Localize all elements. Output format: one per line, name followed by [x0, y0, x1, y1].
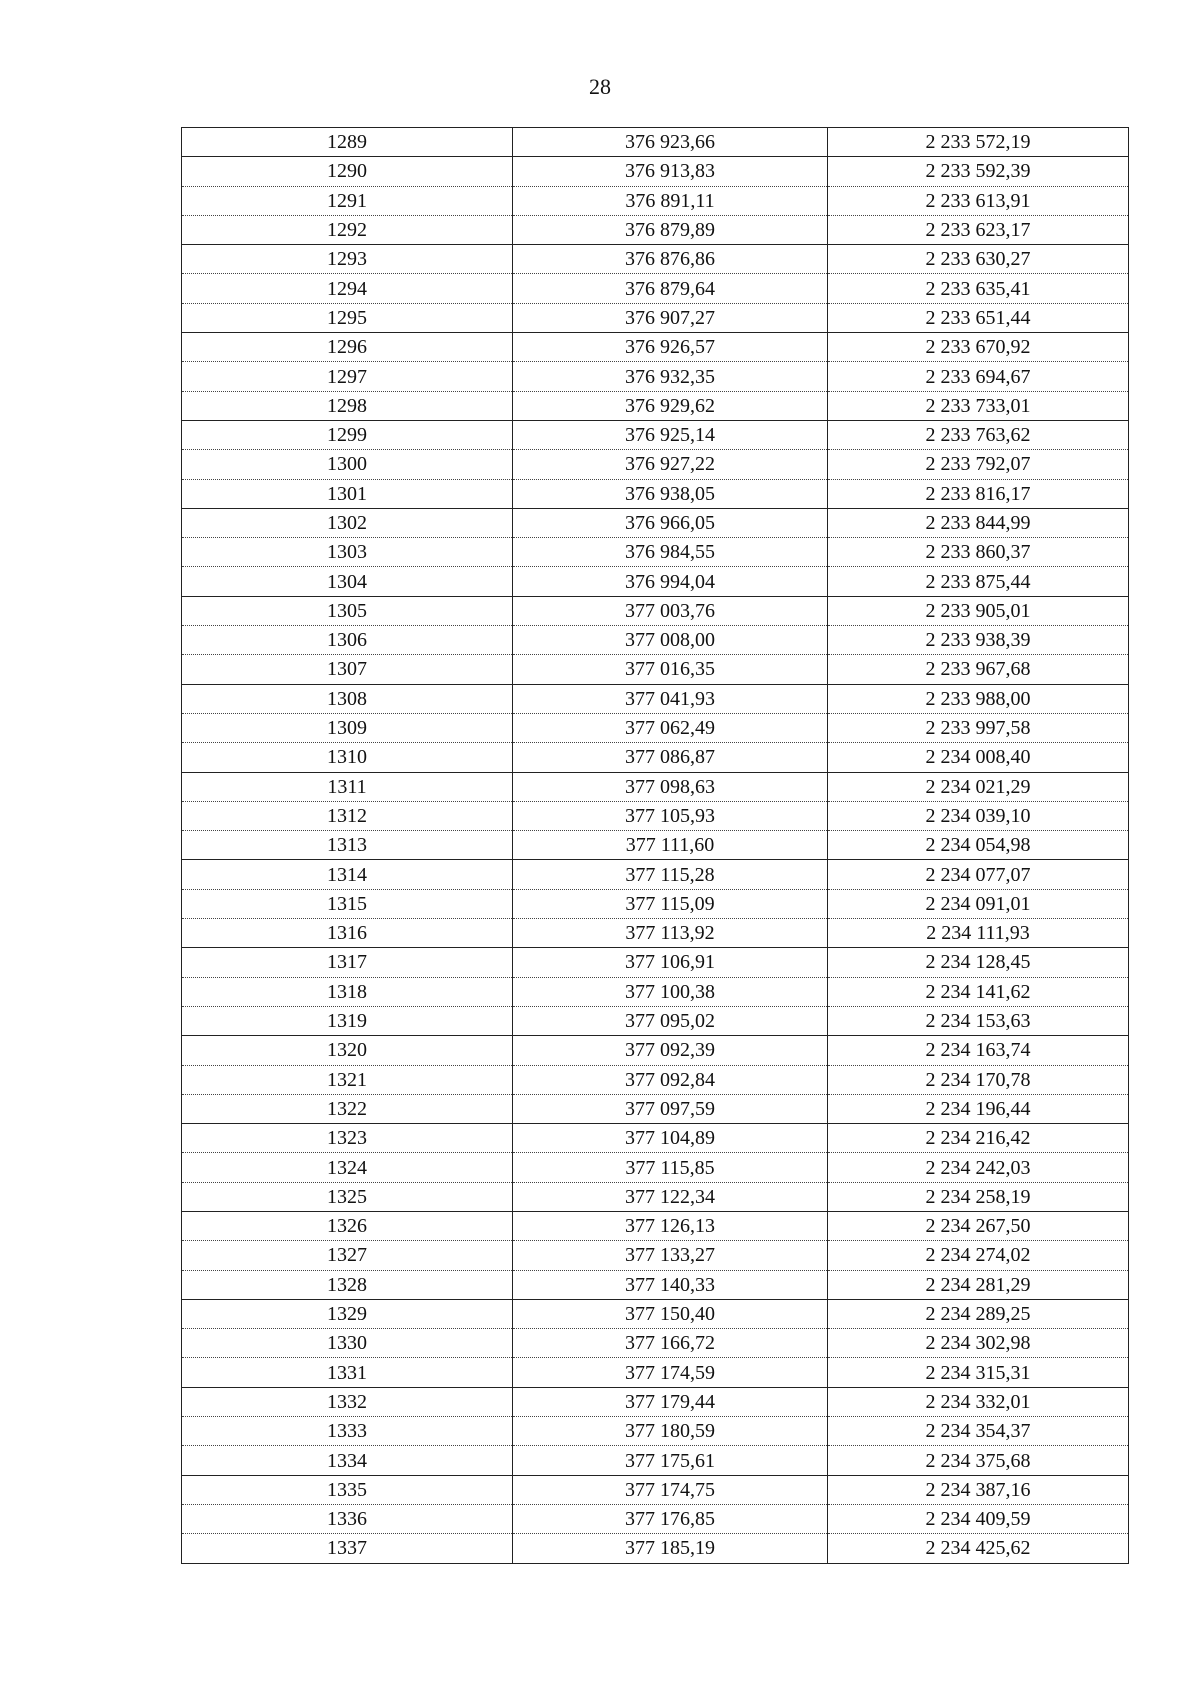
- table-row: [182, 1387, 1129, 1416]
- y-coordinate-cell: 2 233 635,41: [828, 274, 1129, 303]
- x-coordinate-cell: 377 097,59: [513, 1094, 828, 1123]
- table-row: [182, 1504, 1129, 1533]
- x-coordinate-cell: 376 876,86: [513, 245, 828, 274]
- table-row: [182, 1182, 1129, 1211]
- x-coordinate-cell: 377 180,59: [513, 1417, 828, 1446]
- x-coordinate-cell: 377 150,40: [513, 1299, 828, 1328]
- point-number-cell: 1304: [182, 567, 513, 596]
- point-number-cell: 1329: [182, 1299, 513, 1328]
- table-row: [182, 743, 1129, 772]
- table-row: [182, 128, 1129, 157]
- y-coordinate-cell: 2 234 242,03: [828, 1153, 1129, 1182]
- point-number-cell: 1336: [182, 1504, 513, 1533]
- table-row: [182, 1446, 1129, 1475]
- table-row: [182, 391, 1129, 420]
- y-coordinate-cell: 2 234 054,98: [828, 831, 1129, 860]
- y-coordinate-cell: 2 233 763,62: [828, 420, 1129, 449]
- table-row: [182, 420, 1129, 449]
- table-row: [182, 1006, 1129, 1035]
- point-number-cell: 1322: [182, 1094, 513, 1123]
- y-coordinate-cell: 2 233 792,07: [828, 450, 1129, 479]
- x-coordinate-cell: 377 105,93: [513, 801, 828, 830]
- y-coordinate-cell: 2 233 905,01: [828, 596, 1129, 625]
- table-row: [182, 1094, 1129, 1123]
- table-row: [182, 860, 1129, 889]
- x-coordinate-cell: 376 929,62: [513, 391, 828, 420]
- point-number-cell: 1315: [182, 889, 513, 918]
- table-row: [182, 1358, 1129, 1387]
- table-row: [182, 626, 1129, 655]
- point-number-cell: 1307: [182, 655, 513, 684]
- y-coordinate-cell: 2 234 267,50: [828, 1211, 1129, 1240]
- y-coordinate-cell: 2 234 216,42: [828, 1124, 1129, 1153]
- x-coordinate-cell: 377 008,00: [513, 626, 828, 655]
- y-coordinate-cell: 2 234 425,62: [828, 1534, 1129, 1563]
- x-coordinate-cell: 377 095,02: [513, 1006, 828, 1035]
- point-number-cell: 1321: [182, 1065, 513, 1094]
- table-row: [182, 713, 1129, 742]
- table-row: [182, 1036, 1129, 1065]
- point-number-cell: 1334: [182, 1446, 513, 1475]
- coordinates-table: [181, 127, 1129, 1564]
- table-row: [182, 538, 1129, 567]
- point-number-cell: 1289: [182, 128, 513, 157]
- y-coordinate-cell: 2 233 733,01: [828, 391, 1129, 420]
- x-coordinate-cell: 376 913,83: [513, 157, 828, 186]
- x-coordinate-cell: 377 185,19: [513, 1534, 828, 1563]
- point-number-cell: 1296: [182, 333, 513, 362]
- y-coordinate-cell: 2 233 694,67: [828, 362, 1129, 391]
- x-coordinate-cell: 376 907,27: [513, 303, 828, 332]
- y-coordinate-cell: 2 234 274,02: [828, 1241, 1129, 1270]
- point-number-cell: 1309: [182, 713, 513, 742]
- y-coordinate-cell: 2 233 630,27: [828, 245, 1129, 274]
- table-row: [182, 1329, 1129, 1358]
- y-coordinate-cell: 2 234 387,16: [828, 1475, 1129, 1504]
- x-coordinate-cell: 377 115,28: [513, 860, 828, 889]
- point-number-cell: 1302: [182, 508, 513, 537]
- point-number-cell: 1324: [182, 1153, 513, 1182]
- x-coordinate-cell: 377 113,92: [513, 919, 828, 948]
- point-number-cell: 1297: [182, 362, 513, 391]
- point-number-cell: 1291: [182, 186, 513, 215]
- table-row: [182, 1124, 1129, 1153]
- table-row: [182, 655, 1129, 684]
- y-coordinate-cell: 2 234 128,45: [828, 948, 1129, 977]
- x-coordinate-cell: 376 927,22: [513, 450, 828, 479]
- point-number-cell: 1330: [182, 1329, 513, 1358]
- point-number-cell: 1300: [182, 450, 513, 479]
- point-number-cell: 1317: [182, 948, 513, 977]
- point-number-cell: 1314: [182, 860, 513, 889]
- x-coordinate-cell: 377 100,38: [513, 977, 828, 1006]
- table-row: [182, 919, 1129, 948]
- table-row: [182, 801, 1129, 830]
- x-coordinate-cell: 376 926,57: [513, 333, 828, 362]
- x-coordinate-cell: 377 016,35: [513, 655, 828, 684]
- x-coordinate-cell: 377 140,33: [513, 1270, 828, 1299]
- table-row: [182, 1534, 1129, 1563]
- x-coordinate-cell: 377 133,27: [513, 1241, 828, 1270]
- point-number-cell: 1295: [182, 303, 513, 332]
- table-row: [182, 1153, 1129, 1182]
- x-coordinate-cell: 377 166,72: [513, 1329, 828, 1358]
- y-coordinate-cell: 2 234 008,40: [828, 743, 1129, 772]
- y-coordinate-cell: 2 234 039,10: [828, 801, 1129, 830]
- point-number-cell: 1319: [182, 1006, 513, 1035]
- table-row: [182, 303, 1129, 332]
- y-coordinate-cell: 2 233 816,17: [828, 479, 1129, 508]
- y-coordinate-cell: 2 234 281,29: [828, 1270, 1129, 1299]
- y-coordinate-cell: 2 234 375,68: [828, 1446, 1129, 1475]
- x-coordinate-cell: 377 115,85: [513, 1153, 828, 1182]
- point-number-cell: 1298: [182, 391, 513, 420]
- x-coordinate-cell: 376 923,66: [513, 128, 828, 157]
- point-number-cell: 1320: [182, 1036, 513, 1065]
- table-row: [182, 1241, 1129, 1270]
- y-coordinate-cell: 2 234 021,29: [828, 772, 1129, 801]
- y-coordinate-cell: 2 234 111,93: [828, 919, 1129, 948]
- x-coordinate-cell: 377 176,85: [513, 1504, 828, 1533]
- x-coordinate-cell: 377 041,93: [513, 684, 828, 713]
- y-coordinate-cell: 2 233 592,39: [828, 157, 1129, 186]
- x-coordinate-cell: 377 086,87: [513, 743, 828, 772]
- x-coordinate-cell: 377 092,84: [513, 1065, 828, 1094]
- y-coordinate-cell: 2 234 332,01: [828, 1387, 1129, 1416]
- x-coordinate-cell: 376 879,89: [513, 215, 828, 244]
- x-coordinate-cell: 377 062,49: [513, 713, 828, 742]
- x-coordinate-cell: 376 925,14: [513, 420, 828, 449]
- page-number: 28: [589, 74, 611, 99]
- y-coordinate-cell: 2 234 170,78: [828, 1065, 1129, 1094]
- y-coordinate-cell: 2 234 258,19: [828, 1182, 1129, 1211]
- point-number-cell: 1325: [182, 1182, 513, 1211]
- point-number-cell: 1337: [182, 1534, 513, 1563]
- x-coordinate-cell: 377 104,89: [513, 1124, 828, 1153]
- y-coordinate-cell: 2 233 572,19: [828, 128, 1129, 157]
- point-number-cell: 1313: [182, 831, 513, 860]
- point-number-cell: 1312: [182, 801, 513, 830]
- x-coordinate-cell: 377 111,60: [513, 831, 828, 860]
- y-coordinate-cell: 2 233 651,44: [828, 303, 1129, 332]
- point-number-cell: 1301: [182, 479, 513, 508]
- table-row: [182, 1270, 1129, 1299]
- point-number-cell: 1327: [182, 1241, 513, 1270]
- point-number-cell: 1303: [182, 538, 513, 567]
- point-number-cell: 1310: [182, 743, 513, 772]
- table-row: [182, 157, 1129, 186]
- y-coordinate-cell: 2 234 302,98: [828, 1329, 1129, 1358]
- x-coordinate-cell: 377 126,13: [513, 1211, 828, 1240]
- table-row: [182, 977, 1129, 1006]
- coordinates-table-body: [182, 128, 1129, 1564]
- y-coordinate-cell: 2 234 153,63: [828, 1006, 1129, 1035]
- table-row: [182, 1475, 1129, 1504]
- table-row: [182, 1417, 1129, 1446]
- table-row: [182, 479, 1129, 508]
- table-row: [182, 450, 1129, 479]
- y-coordinate-cell: 2 233 988,00: [828, 684, 1129, 713]
- y-coordinate-cell: 2 234 409,59: [828, 1504, 1129, 1533]
- table-row: [182, 772, 1129, 801]
- y-coordinate-cell: 2 233 613,91: [828, 186, 1129, 215]
- point-number-cell: 1332: [182, 1387, 513, 1416]
- table-row: [182, 1211, 1129, 1240]
- table-row: [182, 186, 1129, 215]
- point-number-cell: 1318: [182, 977, 513, 1006]
- y-coordinate-cell: 2 233 997,58: [828, 713, 1129, 742]
- table-row: [182, 831, 1129, 860]
- point-number-cell: 1333: [182, 1417, 513, 1446]
- x-coordinate-cell: 377 098,63: [513, 772, 828, 801]
- table-row: [182, 684, 1129, 713]
- x-coordinate-cell: 377 092,39: [513, 1036, 828, 1065]
- table-row: [182, 567, 1129, 596]
- y-coordinate-cell: 2 234 141,62: [828, 977, 1129, 1006]
- y-coordinate-cell: 2 234 091,01: [828, 889, 1129, 918]
- y-coordinate-cell: 2 234 196,44: [828, 1094, 1129, 1123]
- point-number-cell: 1299: [182, 420, 513, 449]
- point-number-cell: 1308: [182, 684, 513, 713]
- table-row: [182, 889, 1129, 918]
- point-number-cell: 1323: [182, 1124, 513, 1153]
- x-coordinate-cell: 376 984,55: [513, 538, 828, 567]
- table-row: [182, 1299, 1129, 1328]
- x-coordinate-cell: 377 122,34: [513, 1182, 828, 1211]
- x-coordinate-cell: 377 003,76: [513, 596, 828, 625]
- y-coordinate-cell: 2 234 163,74: [828, 1036, 1129, 1065]
- y-coordinate-cell: 2 234 315,31: [828, 1358, 1129, 1387]
- table-row: [182, 508, 1129, 537]
- table-row: [182, 596, 1129, 625]
- table-row: [182, 215, 1129, 244]
- point-number-cell: 1311: [182, 772, 513, 801]
- y-coordinate-cell: 2 233 938,39: [828, 626, 1129, 655]
- table-row: [182, 948, 1129, 977]
- table-row: [182, 362, 1129, 391]
- y-coordinate-cell: 2 234 077,07: [828, 860, 1129, 889]
- point-number-cell: 1290: [182, 157, 513, 186]
- point-number-cell: 1293: [182, 245, 513, 274]
- y-coordinate-cell: 2 233 967,68: [828, 655, 1129, 684]
- x-coordinate-cell: 376 994,04: [513, 567, 828, 596]
- point-number-cell: 1305: [182, 596, 513, 625]
- point-number-cell: 1294: [182, 274, 513, 303]
- table-row: [182, 245, 1129, 274]
- y-coordinate-cell: 2 233 670,92: [828, 333, 1129, 362]
- x-coordinate-cell: 377 106,91: [513, 948, 828, 977]
- point-number-cell: 1306: [182, 626, 513, 655]
- x-coordinate-cell: 376 966,05: [513, 508, 828, 537]
- table-row: [182, 1065, 1129, 1094]
- x-coordinate-cell: 377 115,09: [513, 889, 828, 918]
- x-coordinate-cell: 377 175,61: [513, 1446, 828, 1475]
- x-coordinate-cell: 376 891,11: [513, 186, 828, 215]
- x-coordinate-cell: 376 938,05: [513, 479, 828, 508]
- table-row: [182, 274, 1129, 303]
- y-coordinate-cell: 2 233 860,37: [828, 538, 1129, 567]
- point-number-cell: 1328: [182, 1270, 513, 1299]
- point-number-cell: 1331: [182, 1358, 513, 1387]
- x-coordinate-cell: 377 174,59: [513, 1358, 828, 1387]
- x-coordinate-cell: 376 879,64: [513, 274, 828, 303]
- y-coordinate-cell: 2 233 623,17: [828, 215, 1129, 244]
- point-number-cell: 1335: [182, 1475, 513, 1504]
- point-number-cell: 1316: [182, 919, 513, 948]
- table-row: [182, 333, 1129, 362]
- point-number-cell: 1292: [182, 215, 513, 244]
- y-coordinate-cell: 2 234 289,25: [828, 1299, 1129, 1328]
- x-coordinate-cell: 376 932,35: [513, 362, 828, 391]
- x-coordinate-cell: 377 179,44: [513, 1387, 828, 1416]
- y-coordinate-cell: 2 233 875,44: [828, 567, 1129, 596]
- y-coordinate-cell: 2 233 844,99: [828, 508, 1129, 537]
- y-coordinate-cell: 2 234 354,37: [828, 1417, 1129, 1446]
- x-coordinate-cell: 377 174,75: [513, 1475, 828, 1504]
- point-number-cell: 1326: [182, 1211, 513, 1240]
